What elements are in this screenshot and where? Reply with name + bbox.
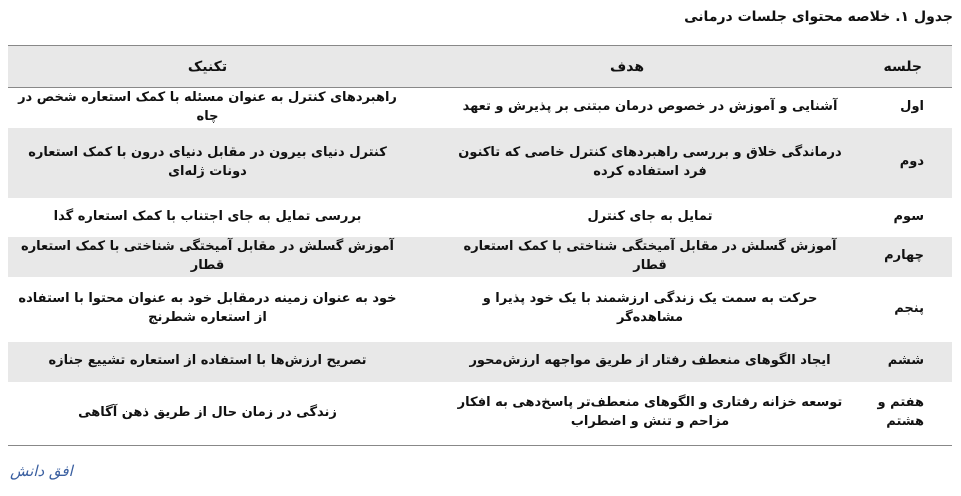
header-goal: هدف — [609, 58, 645, 75]
technique-cell: خود به عنوان زمینه درمقابل خود به عنوان محتوا با استفاده از استعاره شطرنج — [18, 291, 397, 325]
session-cell: ششم — [887, 353, 924, 369]
goal-cell: ایجاد الگوهای منعطف رفتار از طریق مواجهه ارزش‌محور — [469, 353, 831, 369]
technique-cell: راهبردهای کنترل به عنوان مسئله با کمک استعاره شخص در چاه — [18, 89, 397, 124]
technique-cell: کنترل دنیای بیرون در مقابل دنیای درون با کمک استعاره دونات ژله‌ای — [28, 144, 387, 179]
table-row — [8, 128, 952, 198]
publisher-logo: افق دانش — [10, 462, 73, 480]
table-caption: جدول ۱. خلاصه محتوای جلسات درمانی — [684, 9, 953, 25]
goal-cell: توسعه خزانه رفتاری و الگوهای منعطف‌تر پاسخ‌دهی به افکار مزاحم و تنش و اضطراب — [457, 395, 843, 430]
session-cell: هفتم و هشتم — [877, 395, 924, 430]
session-cell: چهارم — [884, 248, 924, 264]
technique-cell: زندگی در زمان حال از طریق ذهن آگاهی — [78, 404, 337, 420]
header-technique: تکنیک — [187, 58, 228, 75]
table-row — [8, 382, 952, 446]
header-session: جلسه — [883, 58, 922, 75]
technique-cell: تصریح ارزش‌ها با استفاده از استعاره تشییع جنازه — [48, 353, 367, 369]
goal-cell: آموزش گسلش در مقابل آمیختگی شناختی با کمک استعاره قطار — [463, 238, 837, 273]
goal-cell: حرکت به سمت یک زندگی ارزشمند با یک خود پذیرا و مشاهده‌گر — [482, 291, 818, 325]
technique-cell: بررسی تمایل به جای اجتناب با کمک استعاره گدا — [53, 208, 362, 224]
table-row — [8, 277, 952, 342]
goal-cell: تمایل به جای کنترل — [587, 208, 713, 224]
session-cell: سوم — [893, 208, 924, 224]
table-header-row — [8, 46, 952, 88]
table-row — [8, 198, 952, 237]
table-row — [8, 342, 952, 382]
session-cell: اول — [900, 99, 924, 115]
sessions-table — [8, 45, 952, 446]
goal-cell: درماندگی خلاق و بررسی راهبردهای کنترل خاصی که تاکنون فرد استفاده کرده — [458, 144, 842, 179]
session-cell: دوم — [899, 154, 924, 170]
technique-cell: آموزش گسلش در مقابل آمیختگی شناختی با کمک استعاره قطار — [21, 238, 394, 273]
session-cell: پنجم — [894, 300, 924, 316]
goal-cell: آشنایی و آموزش در خصوص درمان مبتنی بر پذیرش و تعهد — [462, 99, 838, 115]
table-row — [8, 237, 952, 277]
table-row — [8, 88, 952, 128]
